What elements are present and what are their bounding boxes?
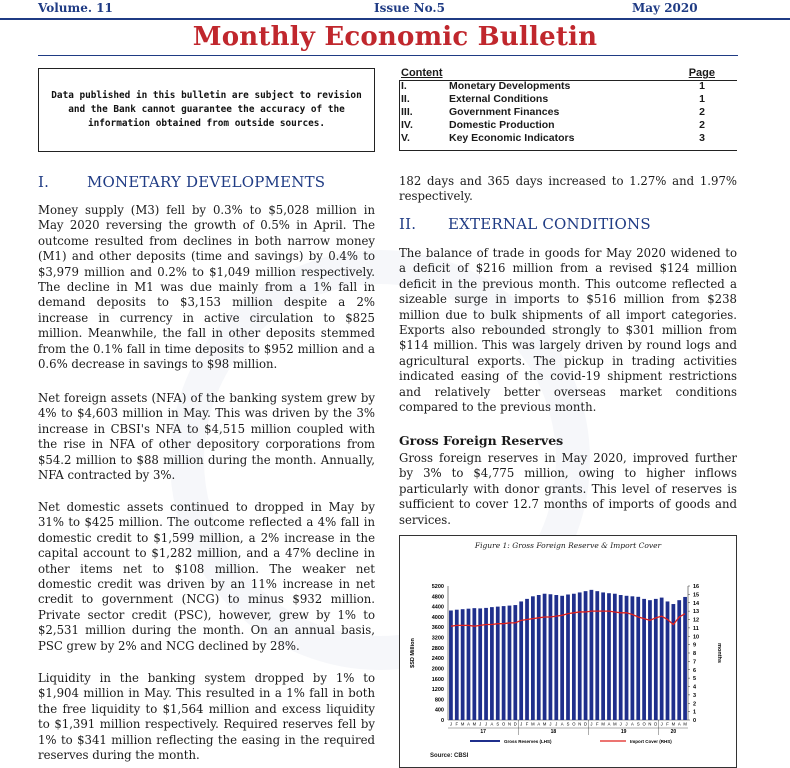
x-tick-label: F bbox=[595, 721, 599, 727]
contents-item-page: 2 bbox=[699, 106, 705, 118]
volume-label: Volume. 11 bbox=[38, 1, 113, 15]
contents-item-label: Key Economic Indicators bbox=[449, 132, 575, 144]
bar bbox=[642, 599, 646, 720]
monetary-continued: 182 days and 365 days increased to 1.27% and 1.97% respectively. bbox=[399, 174, 737, 204]
y2-tick-label: 5 bbox=[693, 676, 697, 683]
contents-item[interactable] bbox=[399, 80, 737, 93]
table-of-contents bbox=[399, 67, 737, 151]
bar bbox=[549, 594, 553, 720]
y2-tick-label: 13 bbox=[693, 609, 700, 616]
x-tick-label: O bbox=[572, 721, 576, 727]
y2-tick-label: 10 bbox=[693, 634, 700, 641]
y-tick-label: 3200 bbox=[431, 635, 444, 642]
bar bbox=[519, 601, 523, 720]
y2-tick-label: 15 bbox=[693, 592, 700, 599]
x-tick-label: M bbox=[613, 721, 617, 727]
chart-caption: Figure 1: Gross Foreign Reserve & Import Cover bbox=[474, 541, 662, 550]
y2-tick-label: 9 bbox=[693, 642, 697, 649]
x-tick-label: J bbox=[520, 721, 523, 727]
y-tick-label: 2400 bbox=[431, 656, 444, 663]
y2-tick-label: 12 bbox=[693, 617, 700, 624]
disclaimer-text: Data published in this bulletin are subject to revision and the Bank cannot guarantee the accuracy of the information obtained from outside sources. bbox=[51, 90, 362, 129]
contents-page-heading: Page bbox=[688, 67, 715, 79]
bar bbox=[636, 597, 640, 720]
contents-item-page: 2 bbox=[699, 119, 705, 131]
y2-tick-label: 2 bbox=[693, 701, 697, 708]
x-tick-label: S bbox=[566, 721, 570, 727]
subheading-gross-reserves: Gross Foreign Reserves bbox=[399, 433, 564, 448]
y2-tick-label: 7 bbox=[693, 659, 697, 666]
x-tick-label: F bbox=[455, 721, 459, 727]
chart-canvas bbox=[400, 536, 738, 768]
x-tick-label: S bbox=[636, 721, 640, 727]
x-tick-label: N bbox=[578, 721, 582, 727]
y2-tick-label: 4 bbox=[693, 684, 697, 691]
page-title: Monthly Economic Bulletin bbox=[192, 22, 598, 52]
x-year-label: 17 bbox=[480, 729, 486, 735]
contents-item-label: Government Finances bbox=[449, 106, 560, 118]
date-label: May 2020 bbox=[632, 1, 698, 15]
x-tick-label: F bbox=[525, 721, 529, 727]
bar bbox=[607, 593, 611, 720]
title-rule bbox=[38, 55, 738, 56]
x-tick-label: J bbox=[625, 721, 628, 727]
x-year-label: 19 bbox=[620, 729, 627, 735]
x-tick-label: N bbox=[507, 721, 511, 727]
section-number: I. bbox=[38, 173, 50, 191]
y2-tick-label: 16 bbox=[693, 584, 700, 590]
bar bbox=[449, 610, 453, 720]
x-tick-label: J bbox=[449, 721, 452, 727]
x-tick-label: M bbox=[531, 721, 535, 727]
bar bbox=[683, 597, 687, 720]
section-heading-monetary bbox=[38, 173, 375, 193]
reserves-chart bbox=[399, 535, 737, 768]
contents-item-page: 3 bbox=[699, 132, 705, 144]
y-tick-label: 800 bbox=[434, 697, 444, 704]
contents-item[interactable] bbox=[399, 93, 737, 106]
contents-item-num: IV. bbox=[401, 119, 413, 131]
contents-item-page: 1 bbox=[699, 93, 705, 105]
contents-item-page: 1 bbox=[699, 80, 705, 92]
contents-item-label: Domestic Production bbox=[449, 119, 555, 131]
x-tick-label: S bbox=[496, 721, 500, 727]
section-title: EXTERNAL CONDITIONS bbox=[448, 215, 651, 233]
y-tick-label: 4000 bbox=[431, 614, 444, 621]
y-axis-label: $SD Million bbox=[410, 638, 416, 668]
x-tick-label: O bbox=[501, 721, 506, 727]
y2-tick-label: 14 bbox=[693, 600, 700, 607]
issue-label: Issue No.5 bbox=[374, 1, 445, 15]
bar bbox=[590, 590, 594, 720]
x-tick-label: J bbox=[660, 721, 663, 727]
masthead bbox=[0, 0, 790, 20]
x-tick-label: J bbox=[619, 721, 622, 727]
x-tick-label: J bbox=[555, 721, 558, 727]
bar bbox=[619, 595, 623, 720]
x-tick-label: D bbox=[584, 721, 588, 727]
y2-tick-label: 1 bbox=[693, 709, 697, 716]
x-tick-label: J bbox=[590, 721, 593, 727]
x-tick-label: A bbox=[630, 721, 634, 727]
bar bbox=[525, 599, 529, 720]
bar bbox=[455, 610, 459, 720]
chart-source: Source: CBSI bbox=[430, 753, 469, 759]
y2-axis-label: months bbox=[716, 643, 722, 663]
y-tick-label: 1600 bbox=[431, 676, 444, 683]
contents-item[interactable] bbox=[399, 106, 737, 119]
contents-item-num: V. bbox=[401, 132, 410, 144]
x-tick-label: M bbox=[542, 721, 547, 727]
x-tick-label: A bbox=[537, 721, 541, 727]
section-number: II. bbox=[399, 215, 417, 233]
section-title: MONETARY DEVELOPMENTS bbox=[87, 173, 326, 191]
y2-tick-label: 11 bbox=[693, 625, 699, 632]
monetary-paragraph: Money supply (M3) fell by 0.3% to $5,028 million in May 2020 reversing the growth of 0.5% in April. The outcome resulted from declines in both narrow money (M1) and other deposits (time and savings) by 0.4% to $3,979 million and 0.2% to $1,049 million respectively. The decline in M1 was due mainly from a 1% fall in demand deposits to $3,153 million despite a 2% increase in currency in active circulation to $825 million. Meanwhile, the fall in other deposits stemmed from the 0.1% fall in time deposits to $952 million and a 0.6% decrease in savings to $98 million. bbox=[38, 203, 375, 372]
bar bbox=[537, 595, 541, 720]
x-tick-label: M bbox=[683, 721, 687, 727]
contents-item-label: External Conditions bbox=[449, 93, 549, 105]
y-tick-label: 400 bbox=[434, 707, 444, 714]
x-year-label: 20 bbox=[670, 729, 677, 735]
x-tick-label: M bbox=[671, 721, 676, 727]
bar bbox=[584, 591, 588, 720]
x-tick-label: A bbox=[560, 721, 564, 727]
x-tick-label: D bbox=[513, 721, 517, 727]
x-tick-label: J bbox=[479, 721, 482, 727]
legend-label: Gross Reserves (LHS) bbox=[504, 739, 552, 744]
contents-item-label: Monetary Developments bbox=[449, 80, 571, 92]
x-tick-label: F bbox=[666, 721, 669, 727]
contents-item[interactable] bbox=[399, 119, 737, 132]
contents-item-num: I. bbox=[401, 80, 407, 92]
y-tick-label: 0 bbox=[440, 718, 444, 724]
x-tick-label: M bbox=[601, 721, 605, 727]
y-tick-label: 1200 bbox=[431, 687, 444, 694]
bar bbox=[625, 596, 629, 720]
monetary-paragraph: Liquidity in the banking system dropped by 1% to $1,904 million in May. This resulted in a 1% fall in both the free liquidity to $1,564 million and excess liquidity to $1,391 million respectively. Required reserves fell by 1% to $341 million reflecting the easing in the required reserves during the month. bbox=[38, 671, 375, 763]
x-year-label: 18 bbox=[550, 729, 557, 735]
y-tick-label: 4800 bbox=[431, 594, 444, 601]
x-tick-label: A bbox=[677, 721, 681, 727]
bar bbox=[472, 608, 476, 720]
y-tick-label: 2800 bbox=[431, 645, 444, 652]
y2-tick-label: 0 bbox=[693, 718, 697, 724]
x-tick-label: M bbox=[472, 721, 477, 727]
x-tick-label: A bbox=[490, 721, 494, 727]
y-tick-label: 4400 bbox=[431, 604, 444, 611]
bar bbox=[543, 594, 547, 720]
monetary-paragraph: Net foreign assets (NFA) of the banking system grew by 4% to $4,603 million in May. This was driven by the 3% increase in CBSI's NFA to $4,515 million coupled with the rise in NFA of other depository corporations from $54.2 million to $88 million during the month. Annually, NFA contracted by 3%. bbox=[38, 391, 375, 483]
x-tick-label: A bbox=[607, 721, 611, 727]
y-tick-label: 5200 bbox=[431, 584, 444, 590]
x-tick-label: M bbox=[460, 721, 465, 727]
section-heading-external bbox=[399, 215, 737, 235]
bar bbox=[554, 595, 558, 720]
y-tick-label: 3600 bbox=[431, 625, 444, 632]
bar bbox=[648, 600, 652, 720]
legend-label: Import Cover (RHS) bbox=[630, 739, 672, 744]
contents-item-num: II. bbox=[401, 93, 410, 105]
y-tick-label: 2000 bbox=[431, 666, 444, 673]
contents-heading: Content bbox=[401, 67, 443, 79]
disclaimer-box bbox=[38, 68, 375, 152]
x-tick-label: J bbox=[485, 721, 488, 727]
contents-item-num: III. bbox=[401, 106, 413, 118]
legend-swatch bbox=[470, 740, 500, 742]
y2-tick-label: 6 bbox=[693, 667, 697, 674]
contents-item[interactable] bbox=[399, 132, 737, 145]
y2-tick-label: 3 bbox=[693, 692, 697, 699]
monetary-paragraph: Net domestic assets continued to dropped in May by 31% to $425 million. The outcome reflected a 4% fall in domestic credit to $1,599 million, a 2% increase in the capital account to $1,282 million, and a 47% decline in other items net to $108 million. The weaker net domestic credit was driven by an 11% increase in net credit to government (NCG) to minus $932 million. Private sector credit (PSC), however, grew by 1% to $2,531 million during the month. On an annual basis, PSC grew by 2% and NCG declined by 28%. bbox=[38, 500, 375, 653]
x-tick-label: A bbox=[467, 721, 470, 727]
x-tick-label: O bbox=[642, 721, 646, 727]
bar bbox=[671, 604, 675, 720]
external-paragraph: The balance of trade in goods for May 2020 widened to a deficit of $216 million from a revised $124 million deficit in the previous month. This outcome reflected a sizeable surge in imports to $516 million from $238 million due to bulk shipments of all import categories. Exports also rebounded strongly to $301 million from $114 million. This was largely driven by round logs and agricultural exports. The pickup in trading activities indicated easing of the covid-19 shipment restrictions and relatively better overseas market conditions compared to the previous month. bbox=[399, 246, 737, 415]
x-tick-label: J bbox=[549, 721, 552, 727]
bar bbox=[531, 596, 535, 720]
x-tick-label: D bbox=[654, 721, 658, 727]
reserves-paragraph: Gross foreign reserves in May 2020, improved further by 3% to $4,775 million, owing to higher inflows particularly with donor grants. This level of reserves is sufficient to cover 12.7 months of imports of goods and services. bbox=[399, 451, 737, 527]
y2-tick-label: 8 bbox=[693, 651, 697, 657]
x-tick-label: N bbox=[648, 721, 652, 727]
